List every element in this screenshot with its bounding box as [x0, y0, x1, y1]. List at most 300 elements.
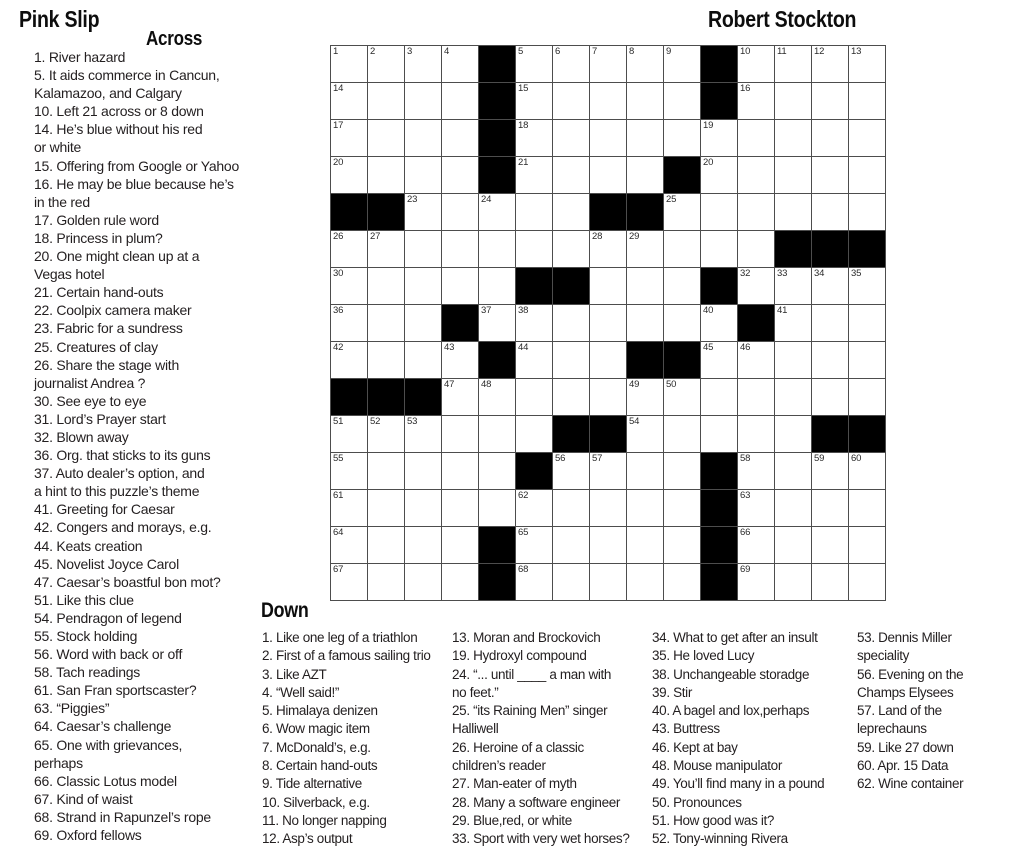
grid-cell[interactable] — [775, 83, 812, 120]
grid-cell[interactable] — [553, 490, 590, 527]
clue-down-29: 29. Blue,red, or white — [452, 812, 572, 828]
clue-across-58: 58. Tach readings — [34, 664, 141, 681]
clue-down-26-cont: children’s reader — [452, 758, 546, 774]
grid-cell[interactable] — [812, 490, 849, 527]
cell-number: 48 — [481, 379, 492, 390]
grid-cell[interactable] — [405, 490, 442, 527]
grid-cell[interactable] — [738, 453, 775, 490]
grid-cell[interactable] — [331, 342, 368, 379]
cell-number: 52 — [370, 416, 381, 427]
grid-cell[interactable] — [442, 490, 479, 527]
cell-number: 62 — [518, 490, 529, 501]
clue-across-16: 16. He may be blue because he’s — [34, 175, 234, 192]
grid-cell[interactable] — [775, 490, 812, 527]
cell-number: 66 — [740, 527, 751, 538]
grid-cell[interactable] — [590, 379, 627, 416]
grid-cell[interactable] — [442, 46, 479, 83]
grid-cell[interactable] — [849, 305, 886, 342]
grid-cell[interactable] — [516, 157, 553, 194]
grid-cell[interactable] — [368, 416, 405, 453]
grid-black-cell — [627, 194, 664, 231]
cell-number: 17 — [333, 120, 344, 131]
down-clues-col-2 — [452, 629, 630, 849]
clue-down-13: 13. Moran and Brockovich — [452, 630, 601, 645]
clue-down-6: 6. Wow magic item — [262, 721, 370, 737]
cell-number: 29 — [629, 231, 640, 242]
grid-cell[interactable] — [516, 490, 553, 527]
grid-cell[interactable] — [738, 157, 775, 194]
cell-number: 18 — [518, 120, 529, 131]
grid-cell[interactable] — [479, 490, 516, 527]
clue-across-51: 51. Like this clue — [34, 591, 134, 608]
grid-cell[interactable] — [738, 268, 775, 305]
cell-number: 59 — [814, 453, 825, 464]
grid-cell[interactable] — [331, 46, 368, 83]
cell-number: 34 — [814, 268, 825, 279]
grid-cell[interactable] — [627, 157, 664, 194]
clue-down-11: 11. No longer napping — [262, 812, 387, 828]
clue-across-36: 36. Org. that sticks to its guns — [34, 447, 211, 464]
cell-number: 38 — [518, 305, 529, 316]
grid-cell[interactable] — [331, 490, 368, 527]
grid-cell[interactable] — [775, 305, 812, 342]
grid-cell[interactable] — [405, 416, 442, 453]
grid-cell[interactable] — [775, 564, 812, 601]
grid-black-cell — [701, 268, 738, 305]
grid-cell[interactable] — [812, 268, 849, 305]
cell-number: 30 — [333, 268, 344, 279]
puzzle-author: Robert Stockton — [708, 6, 857, 32]
grid-cell[interactable] — [738, 416, 775, 453]
grid-cell[interactable] — [775, 157, 812, 194]
grid-cell[interactable] — [553, 453, 590, 490]
down-clues-col-4 — [857, 629, 963, 794]
cell-number: 44 — [518, 342, 529, 353]
cell-number: 51 — [333, 416, 344, 427]
grid-cell[interactable] — [627, 83, 664, 120]
grid-cell[interactable] — [553, 231, 590, 268]
grid-cell[interactable] — [516, 416, 553, 453]
grid-cell[interactable] — [590, 231, 627, 268]
cell-number: 47 — [444, 379, 455, 390]
cell-number: 54 — [629, 416, 640, 427]
cell-number: 64 — [333, 527, 344, 538]
grid-cell[interactable] — [368, 305, 405, 342]
grid-cell[interactable] — [627, 231, 664, 268]
clue-across-5: 5. It aids commerce in Cancun, — [34, 67, 220, 84]
grid-cell[interactable] — [516, 342, 553, 379]
grid-cell[interactable] — [849, 342, 886, 379]
grid-cell[interactable] — [331, 120, 368, 157]
cell-number: 63 — [740, 490, 751, 501]
grid-cell[interactable] — [775, 194, 812, 231]
grid-cell[interactable] — [553, 342, 590, 379]
grid-cell[interactable] — [775, 120, 812, 157]
grid-cell[interactable] — [442, 231, 479, 268]
grid-cell[interactable] — [368, 453, 405, 490]
grid-cell[interactable] — [849, 46, 886, 83]
grid-cell[interactable] — [331, 231, 368, 268]
grid-cell[interactable] — [812, 564, 849, 601]
grid-cell[interactable] — [590, 157, 627, 194]
grid-cell[interactable] — [775, 268, 812, 305]
grid-cell[interactable] — [812, 527, 849, 564]
grid-cell[interactable] — [849, 490, 886, 527]
grid-cell[interactable] — [442, 527, 479, 564]
grid-cell[interactable] — [590, 564, 627, 601]
grid-cell[interactable] — [738, 342, 775, 379]
grid-cell[interactable] — [590, 490, 627, 527]
grid-cell[interactable] — [738, 527, 775, 564]
grid-cell[interactable] — [368, 527, 405, 564]
cell-number: 16 — [740, 83, 751, 94]
grid-cell[interactable] — [516, 379, 553, 416]
clue-down-2: 2. First of a famous sailing trio — [262, 648, 431, 664]
grid-cell[interactable] — [516, 120, 553, 157]
grid-cell[interactable] — [331, 453, 368, 490]
cell-number: 68 — [518, 564, 529, 575]
grid-cell[interactable] — [479, 268, 516, 305]
grid-cell[interactable] — [368, 564, 405, 601]
grid-cell[interactable] — [627, 268, 664, 305]
cell-number: 21 — [518, 157, 529, 168]
cell-number: 41 — [777, 305, 788, 316]
grid-cell[interactable] — [664, 453, 701, 490]
grid-cell[interactable] — [553, 194, 590, 231]
clue-across-65: 65. One with grievances, — [34, 736, 183, 753]
grid-cell[interactable] — [331, 527, 368, 564]
clue-across-68: 68. Strand in Rapunzel’s rope — [34, 808, 211, 825]
grid-cell[interactable] — [812, 379, 849, 416]
grid-black-cell — [701, 453, 738, 490]
grid-black-cell — [516, 268, 553, 305]
grid-cell[interactable] — [664, 305, 701, 342]
grid-cell[interactable] — [812, 342, 849, 379]
grid-cell[interactable] — [405, 527, 442, 564]
clue-across-16-cont: in the red — [34, 193, 90, 210]
grid-cell[interactable] — [368, 46, 405, 83]
clue-down-51: 51. How good was it? — [652, 812, 775, 828]
grid-cell[interactable] — [479, 194, 516, 231]
grid-cell[interactable] — [812, 453, 849, 490]
grid-black-cell — [516, 453, 553, 490]
grid-cell[interactable] — [627, 120, 664, 157]
clue-down-62: 62. Wine container — [857, 776, 964, 792]
grid-cell[interactable] — [479, 379, 516, 416]
grid-cell[interactable] — [849, 527, 886, 564]
grid-cell[interactable] — [442, 268, 479, 305]
grid-cell[interactable] — [553, 83, 590, 120]
grid-cell[interactable] — [442, 194, 479, 231]
grid-cell[interactable] — [368, 83, 405, 120]
grid-cell[interactable] — [405, 342, 442, 379]
grid-cell[interactable] — [516, 194, 553, 231]
grid-cell[interactable] — [331, 157, 368, 194]
clue-down-56-cont: Champs Elysees — [857, 684, 954, 700]
clue-across-17: 17. Golden rule word — [34, 211, 159, 228]
clue-across-18: 18. Princess in plum? — [34, 229, 163, 246]
clue-down-7: 7. McDonald’s, e.g. — [262, 739, 371, 755]
grid-cell[interactable] — [368, 490, 405, 527]
grid-cell[interactable] — [664, 83, 701, 120]
grid-cell[interactable] — [738, 379, 775, 416]
grid-cell[interactable] — [627, 490, 664, 527]
grid-cell[interactable] — [775, 342, 812, 379]
grid-cell[interactable] — [627, 453, 664, 490]
grid-cell[interactable] — [627, 527, 664, 564]
grid-cell[interactable] — [553, 564, 590, 601]
across-clues — [34, 48, 239, 844]
clue-down-56: 56. Evening on the — [857, 666, 964, 682]
grid-cell[interactable] — [405, 194, 442, 231]
grid-cell[interactable] — [479, 416, 516, 453]
grid-cell[interactable] — [331, 564, 368, 601]
clue-down-49: 49. You’ll find many in a pound — [652, 776, 825, 792]
cell-number: 4 — [444, 46, 450, 57]
grid-cell[interactable] — [849, 268, 886, 305]
grid-cell[interactable] — [516, 231, 553, 268]
grid-cell[interactable] — [664, 379, 701, 416]
clue-down-38: 38. Unchangeable storadge — [652, 666, 810, 682]
grid-cell[interactable] — [516, 46, 553, 83]
grid-cell[interactable] — [553, 157, 590, 194]
clue-down-3: 3. Like AZT — [262, 666, 327, 682]
grid-cell[interactable] — [627, 379, 664, 416]
cell-number: 61 — [333, 490, 344, 501]
clue-across-14-cont: or white — [34, 139, 82, 156]
grid-cell[interactable] — [775, 416, 812, 453]
grid-black-cell — [664, 342, 701, 379]
down-clues-col-1 — [262, 629, 431, 849]
grid-cell[interactable] — [738, 120, 775, 157]
grid-cell[interactable] — [701, 379, 738, 416]
cell-number: 50 — [666, 379, 677, 390]
grid-cell[interactable] — [664, 231, 701, 268]
cell-number: 25 — [666, 194, 677, 205]
grid-cell[interactable] — [553, 527, 590, 564]
grid-black-cell — [479, 157, 516, 194]
grid-cell[interactable] — [775, 46, 812, 83]
clue-down-25-cont: Halliwell — [452, 721, 499, 737]
grid-black-cell — [812, 231, 849, 268]
grid-cell[interactable] — [738, 564, 775, 601]
grid-cell[interactable] — [405, 305, 442, 342]
grid-cell[interactable] — [405, 157, 442, 194]
grid-cell[interactable] — [368, 120, 405, 157]
grid-cell[interactable] — [553, 46, 590, 83]
grid-cell[interactable] — [627, 564, 664, 601]
clue-across-30: 30. See eye to eye — [34, 392, 147, 409]
grid-cell[interactable] — [775, 379, 812, 416]
grid-cell[interactable] — [627, 46, 664, 83]
grid-cell[interactable] — [553, 379, 590, 416]
grid-cell[interactable] — [738, 83, 775, 120]
grid-cell[interactable] — [664, 416, 701, 453]
clue-across-65-cont: perhaps — [34, 754, 83, 771]
grid-cell[interactable] — [516, 527, 553, 564]
grid-cell[interactable] — [701, 416, 738, 453]
grid-cell[interactable] — [590, 342, 627, 379]
grid-cell[interactable] — [849, 194, 886, 231]
grid-cell[interactable] — [664, 120, 701, 157]
grid-cell[interactable] — [664, 194, 701, 231]
cell-number: 42 — [333, 342, 344, 353]
cell-number: 10 — [740, 46, 751, 57]
clue-down-43: 43. Buttress — [652, 721, 720, 737]
grid-cell[interactable] — [812, 305, 849, 342]
cell-number: 28 — [592, 231, 603, 242]
grid-cell[interactable] — [405, 120, 442, 157]
cell-number: 65 — [518, 527, 529, 538]
grid-black-cell — [479, 564, 516, 601]
grid-cell[interactable] — [442, 342, 479, 379]
grid-cell[interactable] — [368, 342, 405, 379]
grid-cell[interactable] — [405, 564, 442, 601]
grid-black-cell — [849, 231, 886, 268]
grid-cell[interactable] — [590, 46, 627, 83]
grid-cell[interactable] — [627, 416, 664, 453]
clue-down-53-cont: speciality — [857, 648, 910, 664]
grid-cell[interactable] — [442, 83, 479, 120]
grid-cell[interactable] — [590, 120, 627, 157]
grid-cell[interactable] — [405, 83, 442, 120]
clue-across-10: 10. Left 21 across or 8 down — [34, 103, 204, 120]
grid-cell[interactable] — [442, 379, 479, 416]
clue-down-24: 24. “... until ____ a man with — [452, 666, 612, 682]
puzzle-title: Pink Slip — [19, 6, 100, 32]
grid-cell[interactable] — [479, 453, 516, 490]
grid-cell[interactable] — [553, 305, 590, 342]
clue-down-57: 57. Land of the — [857, 703, 942, 719]
grid-cell[interactable] — [590, 83, 627, 120]
cell-number: 57 — [592, 453, 603, 464]
grid-cell[interactable] — [442, 157, 479, 194]
grid-black-cell — [405, 379, 442, 416]
grid-cell[interactable] — [812, 46, 849, 83]
grid-cell[interactable] — [738, 194, 775, 231]
grid-cell[interactable] — [812, 120, 849, 157]
grid-cell[interactable] — [701, 194, 738, 231]
grid-cell[interactable] — [701, 305, 738, 342]
cell-number: 12 — [814, 46, 825, 57]
grid-cell[interactable] — [442, 564, 479, 601]
grid-cell[interactable] — [812, 194, 849, 231]
grid-cell[interactable] — [405, 268, 442, 305]
grid-cell[interactable] — [442, 120, 479, 157]
grid-cell[interactable] — [479, 231, 516, 268]
grid-cell[interactable] — [590, 453, 627, 490]
grid-cell[interactable] — [405, 231, 442, 268]
grid-cell[interactable] — [738, 46, 775, 83]
grid-cell[interactable] — [442, 416, 479, 453]
cell-number: 45 — [703, 342, 714, 353]
grid-cell[interactable] — [479, 305, 516, 342]
clue-down-35: 35. He loved Lucy — [652, 648, 755, 664]
grid-cell[interactable] — [701, 342, 738, 379]
grid-cell[interactable] — [516, 305, 553, 342]
clue-across-47: 47. Caesar’s boastful bon mot? — [34, 573, 221, 590]
grid-cell[interactable] — [516, 83, 553, 120]
grid-cell[interactable] — [331, 416, 368, 453]
cell-number: 23 — [407, 194, 418, 205]
clue-down-8: 8. Certain hand-outs — [262, 758, 378, 774]
grid-cell[interactable] — [368, 231, 405, 268]
grid-cell[interactable] — [701, 231, 738, 268]
grid-cell[interactable] — [849, 564, 886, 601]
grid-cell[interactable] — [368, 268, 405, 305]
clue-across-5-cont: Kalamazoo, and Calgary — [34, 85, 182, 102]
clue-down-53: 53. Dennis Miller — [857, 630, 952, 645]
clue-across-1: 1. River hazard — [34, 49, 126, 65]
clue-down-5: 5. Himalaya denizen — [262, 703, 378, 719]
cell-number: 33 — [777, 268, 788, 279]
grid-cell[interactable] — [849, 157, 886, 194]
grid-cell[interactable] — [738, 490, 775, 527]
grid-cell[interactable] — [516, 564, 553, 601]
grid-black-cell — [590, 416, 627, 453]
clue-down-10: 10. Silverback, e.g. — [262, 794, 370, 810]
clue-down-50: 50. Pronounces — [652, 794, 742, 810]
grid-cell[interactable] — [331, 268, 368, 305]
clue-across-61: 61. San Fran sportscaster? — [34, 682, 197, 699]
grid-cell[interactable] — [849, 120, 886, 157]
clue-down-48: 48. Mouse manipulator — [652, 758, 782, 774]
grid-cell[interactable] — [849, 453, 886, 490]
grid-cell[interactable] — [775, 453, 812, 490]
grid-black-cell — [812, 416, 849, 453]
grid-cell[interactable] — [664, 46, 701, 83]
grid-cell[interactable] — [701, 157, 738, 194]
clue-across-23: 23. Fabric for a sundress — [34, 320, 183, 337]
grid-cell[interactable] — [849, 83, 886, 120]
grid-cell[interactable] — [553, 120, 590, 157]
clue-across-56: 56. Word with back or off — [34, 646, 183, 663]
clue-down-34: 34. What to get after an insult — [652, 630, 818, 645]
grid-cell[interactable] — [812, 83, 849, 120]
grid-cell[interactable] — [664, 490, 701, 527]
clue-down-1: 1. Like one leg of a triathlon — [262, 630, 418, 645]
grid-cell[interactable] — [331, 83, 368, 120]
grid-cell[interactable] — [664, 527, 701, 564]
grid-black-cell — [775, 231, 812, 268]
cell-number: 43 — [444, 342, 455, 353]
cell-number: 15 — [518, 83, 529, 94]
grid-cell[interactable] — [405, 453, 442, 490]
clue-down-46: 46. Kept at bay — [652, 739, 738, 755]
grid-cell[interactable] — [627, 305, 664, 342]
grid-cell[interactable] — [442, 453, 479, 490]
grid-cell[interactable] — [849, 379, 886, 416]
grid-cell[interactable] — [590, 268, 627, 305]
grid-cell[interactable] — [812, 157, 849, 194]
grid-cell[interactable] — [590, 527, 627, 564]
grid-black-cell — [479, 342, 516, 379]
grid-cell[interactable] — [701, 120, 738, 157]
clue-down-25: 25. “its Raining Men” singer — [452, 703, 608, 719]
clue-across-37: 37. Auto dealer’s option, and — [34, 465, 205, 482]
grid-cell[interactable] — [664, 268, 701, 305]
grid-cell[interactable] — [738, 231, 775, 268]
grid-cell[interactable] — [405, 46, 442, 83]
grid-cell[interactable] — [775, 527, 812, 564]
grid-cell[interactable] — [368, 157, 405, 194]
clue-down-40: 40. A bagel and lox,perhaps — [652, 703, 810, 719]
grid-cell[interactable] — [664, 564, 701, 601]
cell-number: 9 — [666, 46, 672, 57]
grid-cell[interactable] — [590, 305, 627, 342]
grid-cell[interactable] — [331, 305, 368, 342]
grid-black-cell — [368, 194, 405, 231]
